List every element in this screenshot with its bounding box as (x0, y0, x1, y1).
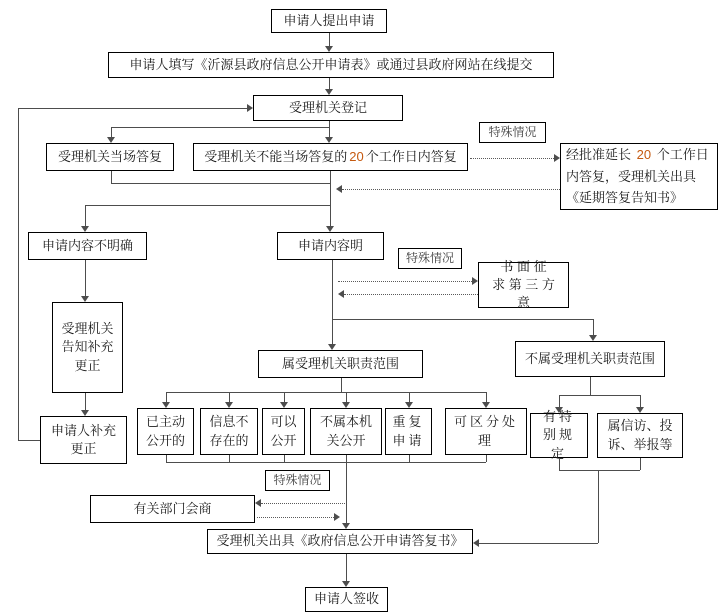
connector-line (166, 455, 167, 462)
connector-line (330, 205, 331, 226)
arrow-down-icon (162, 402, 170, 408)
arrow-down-icon (81, 226, 89, 232)
node-reply-20days (193, 143, 468, 171)
arrow-left-icon (255, 499, 261, 507)
connector-line (111, 183, 330, 184)
connector-line (332, 319, 593, 320)
connector-line (486, 392, 487, 402)
node-in-scope (258, 350, 423, 378)
connector-line (330, 171, 331, 183)
connector-line (229, 455, 230, 462)
node-notify-supplement (52, 302, 123, 393)
node-label: 受理机关不能当场答复的 20 个工作日内答复 (204, 148, 457, 164)
node-label: 受理机关出具《政府信息公开申请答复书》 (216, 533, 464, 549)
node-label: 属受理机关职责范围 (281, 355, 399, 371)
connector-line (284, 392, 285, 402)
node-petition (597, 413, 683, 458)
connector-line (329, 33, 330, 46)
connector-line (166, 392, 486, 393)
connector-line (332, 260, 333, 319)
node-label: 特殊情况 (405, 251, 454, 266)
arrow-down-icon (342, 581, 350, 587)
node-label: 申请人签收 (313, 591, 379, 607)
arrow-right-icon (334, 513, 340, 521)
node-label: 书 面 征 (500, 258, 547, 274)
node-special-case-mid (398, 248, 462, 269)
arrow-down-icon (81, 296, 89, 302)
connector-line (346, 392, 347, 402)
node-label: 特殊情况 (273, 473, 322, 488)
node-fill-form (108, 52, 554, 78)
connector-line (559, 470, 640, 471)
connector-line (284, 455, 285, 462)
connector-line (111, 127, 329, 128)
arrow-down-icon (325, 137, 333, 143)
connector-line (111, 127, 112, 137)
arrow-right-icon (247, 104, 253, 112)
node-extended-reply (560, 143, 718, 210)
node-label: 申请内容明 (297, 237, 363, 253)
connector-line (598, 470, 599, 543)
connector-line (559, 395, 640, 396)
node-label: 求 第 三 方 意 (492, 276, 555, 311)
node-label: 属信访、投诉、举报等 (607, 418, 673, 452)
node-label: 经批准延长 20 个工作日内答复，受理机关出具《延期答复告知书》 (566, 147, 709, 206)
arrow-down-icon (325, 46, 333, 52)
connector-line (409, 455, 410, 462)
node-special-case-top (479, 122, 546, 143)
connector-line (330, 183, 331, 205)
arrow-down-icon (555, 407, 563, 413)
connector-line (593, 319, 594, 335)
connector-line (18, 108, 247, 109)
connector-line (166, 392, 167, 402)
connector-line (590, 377, 591, 395)
node-sign (305, 587, 388, 612)
node-special-case-bottom (265, 470, 330, 491)
node-can-public (262, 408, 305, 455)
arrow-down-icon (342, 402, 350, 408)
node-label: 可以公开 (270, 414, 297, 448)
connector-line (559, 395, 560, 407)
arrow-left-icon (473, 539, 479, 547)
connector-line (329, 127, 330, 137)
connector-line (346, 455, 347, 523)
node-repeat-apply (385, 408, 432, 455)
node-reply-onsite (46, 143, 174, 171)
dotted-connector-line (261, 503, 345, 504)
arrow-down-icon (328, 344, 336, 350)
node-label: 有关部门会商 (133, 500, 212, 516)
node-label: 重复申请 (392, 414, 425, 448)
arrow-down-icon (405, 402, 413, 408)
node-label: 有特别规定 (542, 409, 575, 461)
dotted-connector-line (342, 189, 560, 190)
node-content-unclear (28, 232, 147, 260)
connector-line (85, 393, 86, 410)
node-label: 信息不存在的 (209, 414, 249, 448)
node-label: 可区分处理 (453, 414, 518, 448)
node-not-this-org (310, 408, 382, 455)
connector-line (332, 319, 333, 344)
node-consult (90, 495, 255, 523)
connector-line (640, 395, 641, 407)
arrow-down-icon (325, 89, 333, 95)
arrow-right-icon (554, 154, 560, 162)
dotted-connector-line (257, 517, 334, 518)
node-label: 申请人提出申请 (283, 12, 375, 28)
connector-line (559, 458, 560, 470)
node-register (253, 95, 403, 121)
dotted-connector-line (338, 281, 472, 282)
connector-line (85, 260, 86, 296)
node-already-public (137, 408, 194, 455)
node-label: 特殊情况 (488, 125, 537, 140)
node-issue-reply (207, 529, 473, 554)
connector-line (486, 455, 487, 462)
node-not-exist (200, 408, 258, 455)
node-label: 不属受理机关职责范围 (524, 350, 655, 366)
connector-line (346, 554, 347, 581)
node-applicant-submit (271, 9, 387, 33)
node-divisible (445, 408, 527, 455)
arrow-down-icon (280, 402, 288, 408)
node-third-party-opinion (478, 258, 569, 311)
node-label: 受理机关登记 (288, 99, 367, 115)
connector-line (18, 440, 40, 441)
arrow-down-icon (326, 226, 334, 232)
arrow-down-icon (107, 137, 115, 143)
connector-line (111, 171, 112, 183)
connector-line (166, 462, 486, 463)
node-content-clear (277, 232, 384, 260)
arrow-down-icon (589, 335, 597, 341)
node-label: 不属本机关公开 (319, 414, 372, 448)
connector-line (409, 392, 410, 402)
node-label: 申请人补充更正 (50, 422, 116, 456)
arrow-down-icon (225, 402, 233, 408)
arrow-down-icon (636, 407, 644, 413)
connector-line (85, 205, 330, 206)
node-applicant-supplement (40, 416, 127, 464)
arrow-right-icon (472, 277, 478, 285)
node-label: 已主动公开的 (145, 414, 185, 448)
connector-line (85, 205, 86, 226)
node-label: 申请人填写《沂源县政府信息公开申请表》或通过县政府网站在线提交 (129, 56, 533, 72)
arrow-down-icon (81, 410, 89, 416)
dotted-connector-line (470, 158, 554, 159)
dotted-connector-line (344, 294, 478, 295)
node-special-rules (530, 409, 588, 461)
connector-line (18, 108, 19, 440)
connector-line (640, 458, 641, 470)
connector-line (229, 392, 230, 402)
connector-line (341, 378, 342, 392)
node-label: 受理机关告知补充更正 (61, 321, 114, 373)
arrow-left-icon (338, 290, 344, 298)
arrow-down-icon (342, 523, 350, 529)
connector-line (479, 543, 598, 544)
arrow-left-icon (336, 185, 342, 193)
arrow-down-icon (482, 402, 490, 408)
node-label: 受理机关当场答复 (57, 148, 162, 164)
node-out-of-scope (515, 341, 665, 377)
node-label: 申请内容不明确 (41, 237, 133, 253)
connector-line (329, 78, 330, 89)
